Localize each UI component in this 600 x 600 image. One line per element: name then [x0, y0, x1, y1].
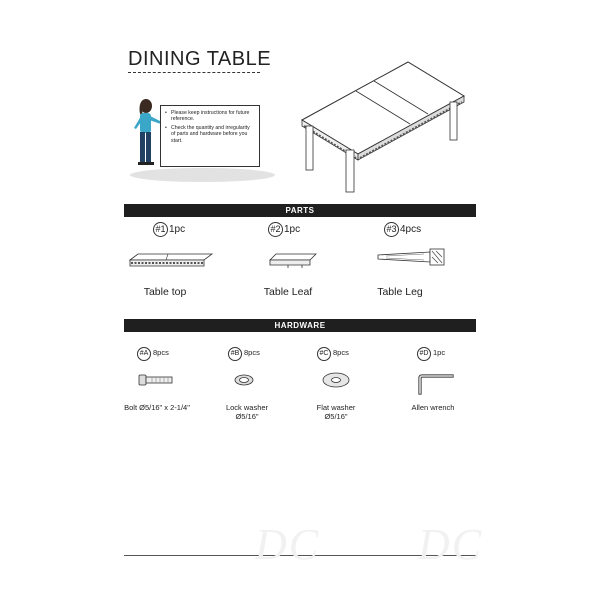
part-number-badge: #1 — [153, 222, 168, 237]
page-title: DINING TABLE — [128, 48, 272, 70]
part-qty: 4pcs — [400, 224, 422, 235]
hardware-label-line2: Ø5/16" — [324, 412, 348, 421]
hardware-id-badge: #B — [228, 347, 242, 361]
table-top-drawing — [128, 252, 214, 272]
notice-box — [160, 105, 260, 167]
table-leg-drawing — [376, 247, 448, 267]
hardware-id-badge: #D — [417, 347, 431, 361]
notice-item: • Please keep instructions for future reference. — [171, 110, 255, 123]
parts-header-bar: PARTS — [124, 204, 476, 217]
title-underline — [128, 72, 260, 73]
hardware-label: Allen wrench — [411, 403, 455, 412]
assembled-table-drawing — [298, 60, 468, 200]
notice-list — [161, 106, 259, 144]
illustration-shadow — [130, 168, 275, 182]
table-leaf-drawing — [268, 252, 318, 270]
hardware-label-line2: Ø5/16" — [235, 412, 259, 421]
hardware-qty: 8pcs — [153, 348, 169, 357]
hardware-qty: 8pcs — [244, 348, 260, 357]
hardware-b-count — [228, 347, 260, 361]
part-number-badge: #2 — [268, 222, 283, 237]
hardware-label — [197, 403, 297, 421]
part-2-count — [268, 222, 300, 237]
hardware-a-count — [137, 347, 169, 361]
allen-wrench-drawing — [416, 373, 456, 395]
hardware-label — [286, 403, 386, 421]
hardware-id-badge: #C — [317, 347, 331, 361]
hardware-d-count — [417, 347, 445, 361]
hardware-label-line1: Lock washer — [225, 403, 269, 412]
hardware-c-count — [317, 347, 349, 361]
part-qty: 1pc — [169, 224, 186, 235]
part-qty: 1pc — [284, 224, 301, 235]
part-label: Table Leg — [377, 286, 423, 298]
part-label: Table Leaf — [263, 286, 313, 298]
part-3-count — [384, 222, 421, 237]
notice-item: • Check the quantity and irregularity of parts and hardware before you start. — [171, 125, 255, 144]
hardware-id-badge: #A — [137, 347, 151, 361]
flat-washer-drawing — [321, 371, 351, 389]
lock-washer-drawing — [233, 373, 255, 387]
part-1-count — [153, 222, 185, 237]
hardware-qty: 1pc — [433, 348, 446, 357]
hardware-header-bar: HARDWARE — [124, 319, 476, 332]
hardware-label: Bolt Ø5/16" x 2-1/4" — [124, 403, 190, 412]
watermark-logo: DC — [418, 520, 484, 569]
bolt-drawing — [138, 373, 174, 387]
part-label: Table top — [143, 286, 187, 298]
hardware-qty: 8pcs — [333, 348, 349, 357]
watermark-logo: DC — [255, 520, 321, 569]
hardware-label-line1: Flat washer — [316, 403, 356, 412]
part-number-badge: #3 — [384, 222, 399, 237]
